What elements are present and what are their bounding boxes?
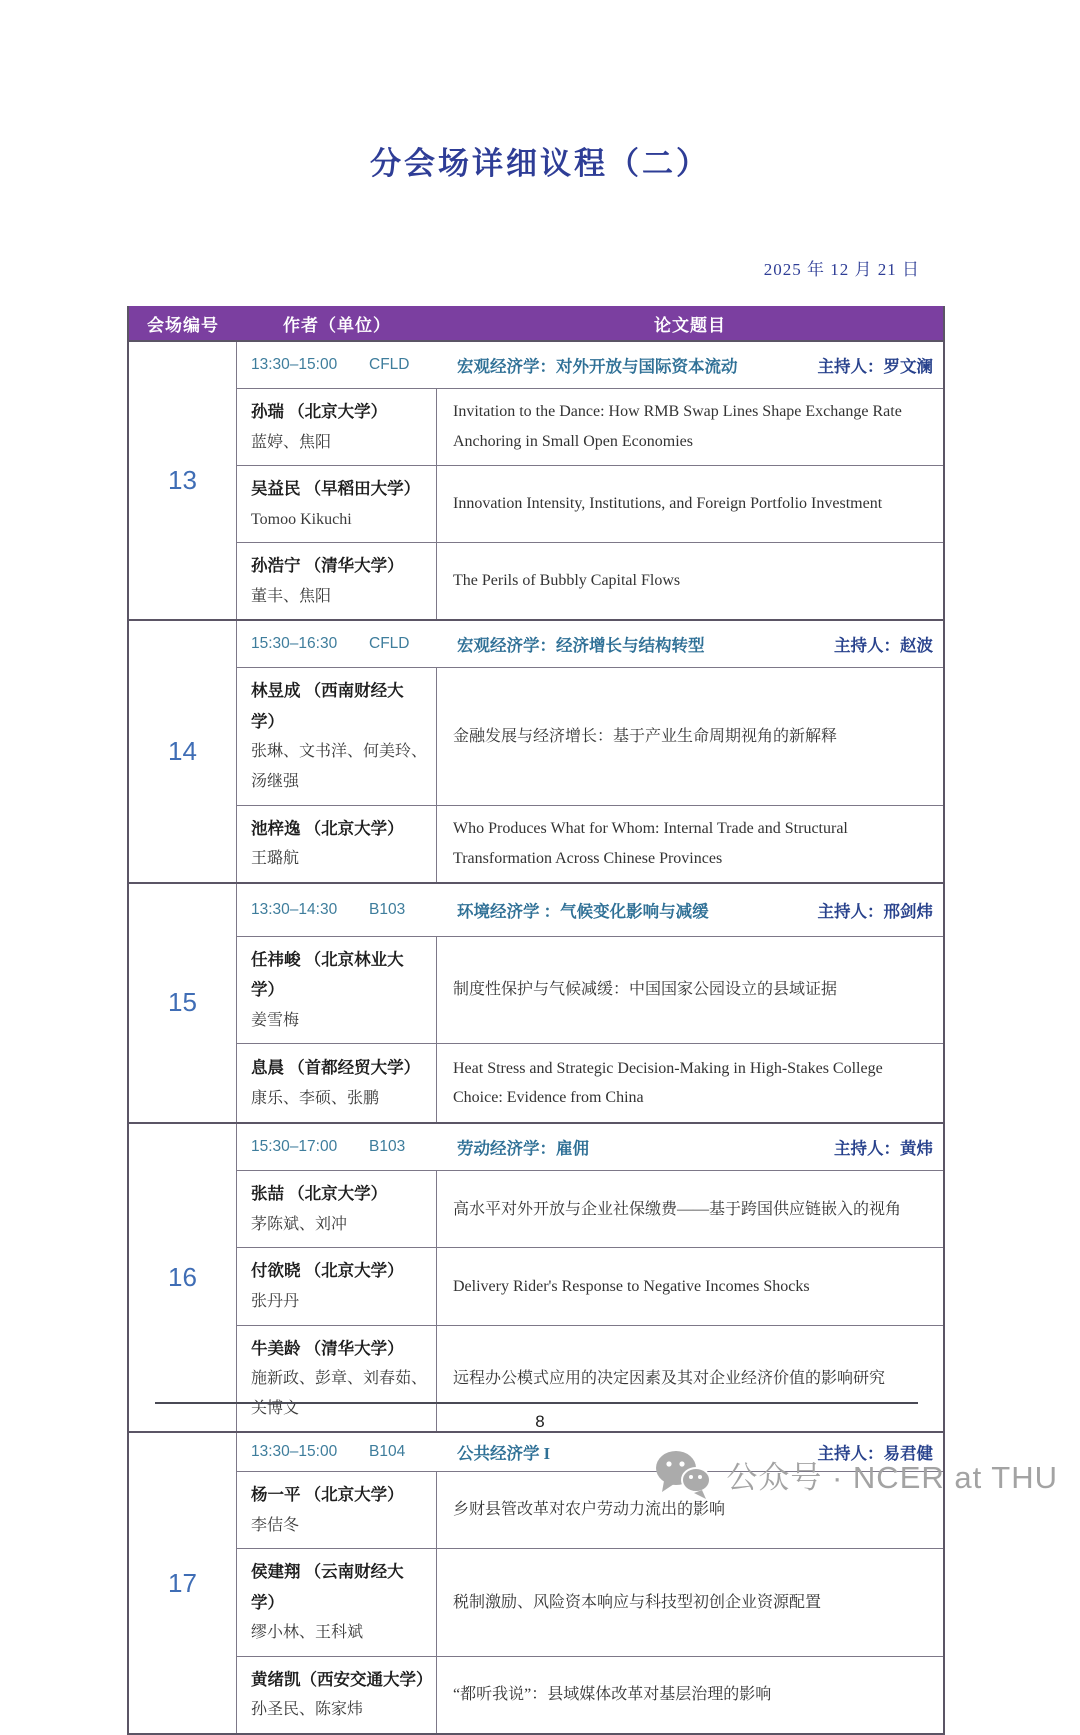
paper-coauthors: Tomoo Kikuchi xyxy=(251,510,352,528)
paper-title: 金融发展与经济增长：基于产业生命周期视角的新解释 xyxy=(453,727,838,745)
agenda-table xyxy=(127,306,945,1735)
session-number: 13 xyxy=(129,342,237,619)
paper-author: 杨一平 （北京大学） xyxy=(251,1485,404,1505)
paper-author: 孙浩宁 （清华大学） xyxy=(251,556,404,576)
session-14 xyxy=(129,619,943,881)
paper-author: 吴益民 （早稻田大学） xyxy=(251,479,421,499)
session-chair: 主持人：罗文澜 xyxy=(817,357,933,376)
session-room: B103 xyxy=(369,1138,406,1156)
paper-coauthors: 孙圣民、陈家炜 xyxy=(251,1701,364,1719)
session-time: 15:30–16:30 xyxy=(251,635,338,653)
paper-title: 制度性保护与气候减缓：中国国家公园设立的县域证据 xyxy=(453,981,838,999)
session-body xyxy=(237,884,943,1123)
session-room: CFLD xyxy=(369,356,410,373)
column-header-authors: 作者（单位） xyxy=(283,315,391,335)
session-room: B103 xyxy=(369,900,406,918)
paper-coauthors: 姜雪梅 xyxy=(251,1011,300,1029)
paper-author: 孙瑞 （北京大学） xyxy=(251,402,388,421)
paper-row xyxy=(237,1248,943,1325)
session-13 xyxy=(129,340,943,619)
session-number: 15 xyxy=(129,884,237,1123)
session-16 xyxy=(129,1122,943,1431)
session-chair: 主持人：易君健 xyxy=(817,1444,933,1464)
paper-row xyxy=(237,668,943,805)
paper-title: Invitation to the Dance: How RMB Swap Lines Shape Exchange Rate Anchoring in Small Open Economies xyxy=(453,403,902,451)
paper-coauthors: 缪小林、王科斌 xyxy=(251,1624,364,1642)
table-header-row xyxy=(129,306,943,340)
paper-row xyxy=(237,1171,943,1248)
wechat-watermark-text: 公众号 · NCER at THU xyxy=(726,1459,1058,1495)
session-room: CFLD xyxy=(369,635,410,653)
paper-row xyxy=(237,466,943,543)
paper-coauthors: 董丰、焦阳 xyxy=(251,587,332,605)
paper-author: 付欲晓 （北京大学） xyxy=(251,1261,404,1281)
author-cell xyxy=(237,1657,437,1733)
author-cell xyxy=(237,1044,437,1122)
paper-coauthors: 茅陈斌、刘冲 xyxy=(251,1215,348,1233)
wechat-watermark xyxy=(652,1448,1058,1500)
paper-coauthors: 蓝婷、焦阳 xyxy=(251,433,332,451)
paper-row xyxy=(237,1549,943,1657)
paper-author: 侯建翔 （云南财经大学） xyxy=(251,1562,404,1612)
session-chair: 主持人：黄炜 xyxy=(834,1139,933,1159)
session-15 xyxy=(129,882,943,1123)
session-header xyxy=(237,621,943,668)
paper-title: Innovation Intensity, Institutions, and Foreign Portfolio Investment xyxy=(453,495,883,513)
paper-author: 池梓逸 （北京大学） xyxy=(251,818,404,838)
paper-title: 乡财县管改革对农户劳动力流出的影响 xyxy=(453,1501,726,1519)
page-number: 8 xyxy=(535,1412,545,1431)
session-header xyxy=(237,884,943,937)
session-chair: 主持人：邢剑炜 xyxy=(817,901,933,921)
paper-row xyxy=(237,806,943,882)
author-cell xyxy=(237,466,437,542)
session-topic: 劳动经济学：雇佣 xyxy=(457,1139,589,1159)
paper-coauthors: 张琳、文书洋、何美玲、汤继强 xyxy=(251,743,428,790)
paper-coauthors: 康乐、李硕、张鹏 xyxy=(251,1089,380,1107)
footer-divider xyxy=(155,1402,918,1404)
wechat-icon xyxy=(652,1448,714,1500)
paper-title: 税制激励、风险资本响应与科技型初创企业资源配置 xyxy=(453,1593,822,1611)
session-number: 16 xyxy=(129,1124,237,1431)
paper-row xyxy=(237,937,943,1045)
paper-coauthors: 张丹丹 xyxy=(251,1292,300,1310)
paper-title: 高水平对外开放与企业社保缴费——基于跨国供应链嵌入的视角 xyxy=(453,1200,902,1218)
paper-author: 息晨 （首都经贸大学） xyxy=(251,1058,421,1078)
column-header-paper-title: 论文题目 xyxy=(654,315,726,335)
author-cell xyxy=(237,1248,437,1324)
author-cell xyxy=(237,1171,437,1247)
paper-row xyxy=(237,1044,943,1122)
author-cell xyxy=(237,389,437,465)
date-label: 2025 年 12 月 21 日 xyxy=(763,260,920,279)
session-number: 17 xyxy=(129,1433,237,1733)
paper-coauthors: 施新政、彭章、刘春茹、关博文 xyxy=(251,1370,428,1417)
paper-author: 任祎峻 （北京林业大学） xyxy=(251,949,404,1000)
author-cell xyxy=(237,1549,437,1656)
paper-title: Who Produces What for Whom: Internal Trade and Structural Transformation Across Chinese Provinces xyxy=(453,820,848,867)
paper-title: Heat Stress and Strategic Decision-Making in High-Stakes College Choice: Evidence from China xyxy=(453,1059,883,1107)
paper-row xyxy=(237,389,943,466)
session-body xyxy=(237,1124,943,1431)
session-time: 13:30–15:00 xyxy=(251,1443,338,1461)
paper-title: 远程办公模式应用的决定因素及其对企业经济价值的影响研究 xyxy=(453,1369,886,1387)
paper-coauthors: 李佶冬 xyxy=(251,1516,300,1534)
paper-row xyxy=(237,543,943,619)
session-time: 15:30–17:00 xyxy=(251,1138,338,1156)
session-chair: 主持人：赵波 xyxy=(834,636,933,656)
session-number: 14 xyxy=(129,621,237,881)
session-topic: 公共经济学 I xyxy=(457,1444,551,1464)
session-topic: 宏观经济学：经济增长与结构转型 xyxy=(457,636,705,656)
paper-coauthors: 王璐航 xyxy=(251,850,300,868)
paper-author: 黄绪凯（西安交通大学） xyxy=(251,1669,433,1689)
paper-author: 牛美龄 （清华大学） xyxy=(251,1338,404,1358)
author-cell xyxy=(237,937,437,1044)
session-topic: 宏观经济学：对外开放与国际资本流动 xyxy=(457,357,738,376)
page-title: 分会场详细议程（二） xyxy=(370,146,710,181)
author-cell xyxy=(237,806,437,882)
session-time: 13:30–14:30 xyxy=(251,900,338,918)
paper-title: “都听我说”：县域媒体改革对基层治理的影响 xyxy=(453,1686,772,1704)
session-header xyxy=(237,342,943,389)
author-cell xyxy=(237,668,437,804)
session-topic: 环境经济学 ：气候变化影响与减缓 xyxy=(457,901,709,921)
author-cell xyxy=(237,1472,437,1548)
session-time: 13:30–15:00 xyxy=(251,356,338,373)
column-header-session-number: 会场编号 xyxy=(147,315,219,335)
author-cell xyxy=(237,543,437,619)
session-room: B104 xyxy=(369,1443,406,1461)
session-body xyxy=(237,342,943,619)
paper-author: 林昱成 （西南财经大学） xyxy=(251,681,404,731)
paper-title: The Perils of Bubbly Capital Flows xyxy=(453,572,681,590)
session-body xyxy=(237,621,943,881)
paper-author: 张喆 （北京大学） xyxy=(251,1184,388,1204)
paper-title: Delivery Rider's Response to Negative Incomes Shocks xyxy=(453,1277,810,1295)
session-header xyxy=(237,1124,943,1171)
paper-row xyxy=(237,1657,943,1733)
